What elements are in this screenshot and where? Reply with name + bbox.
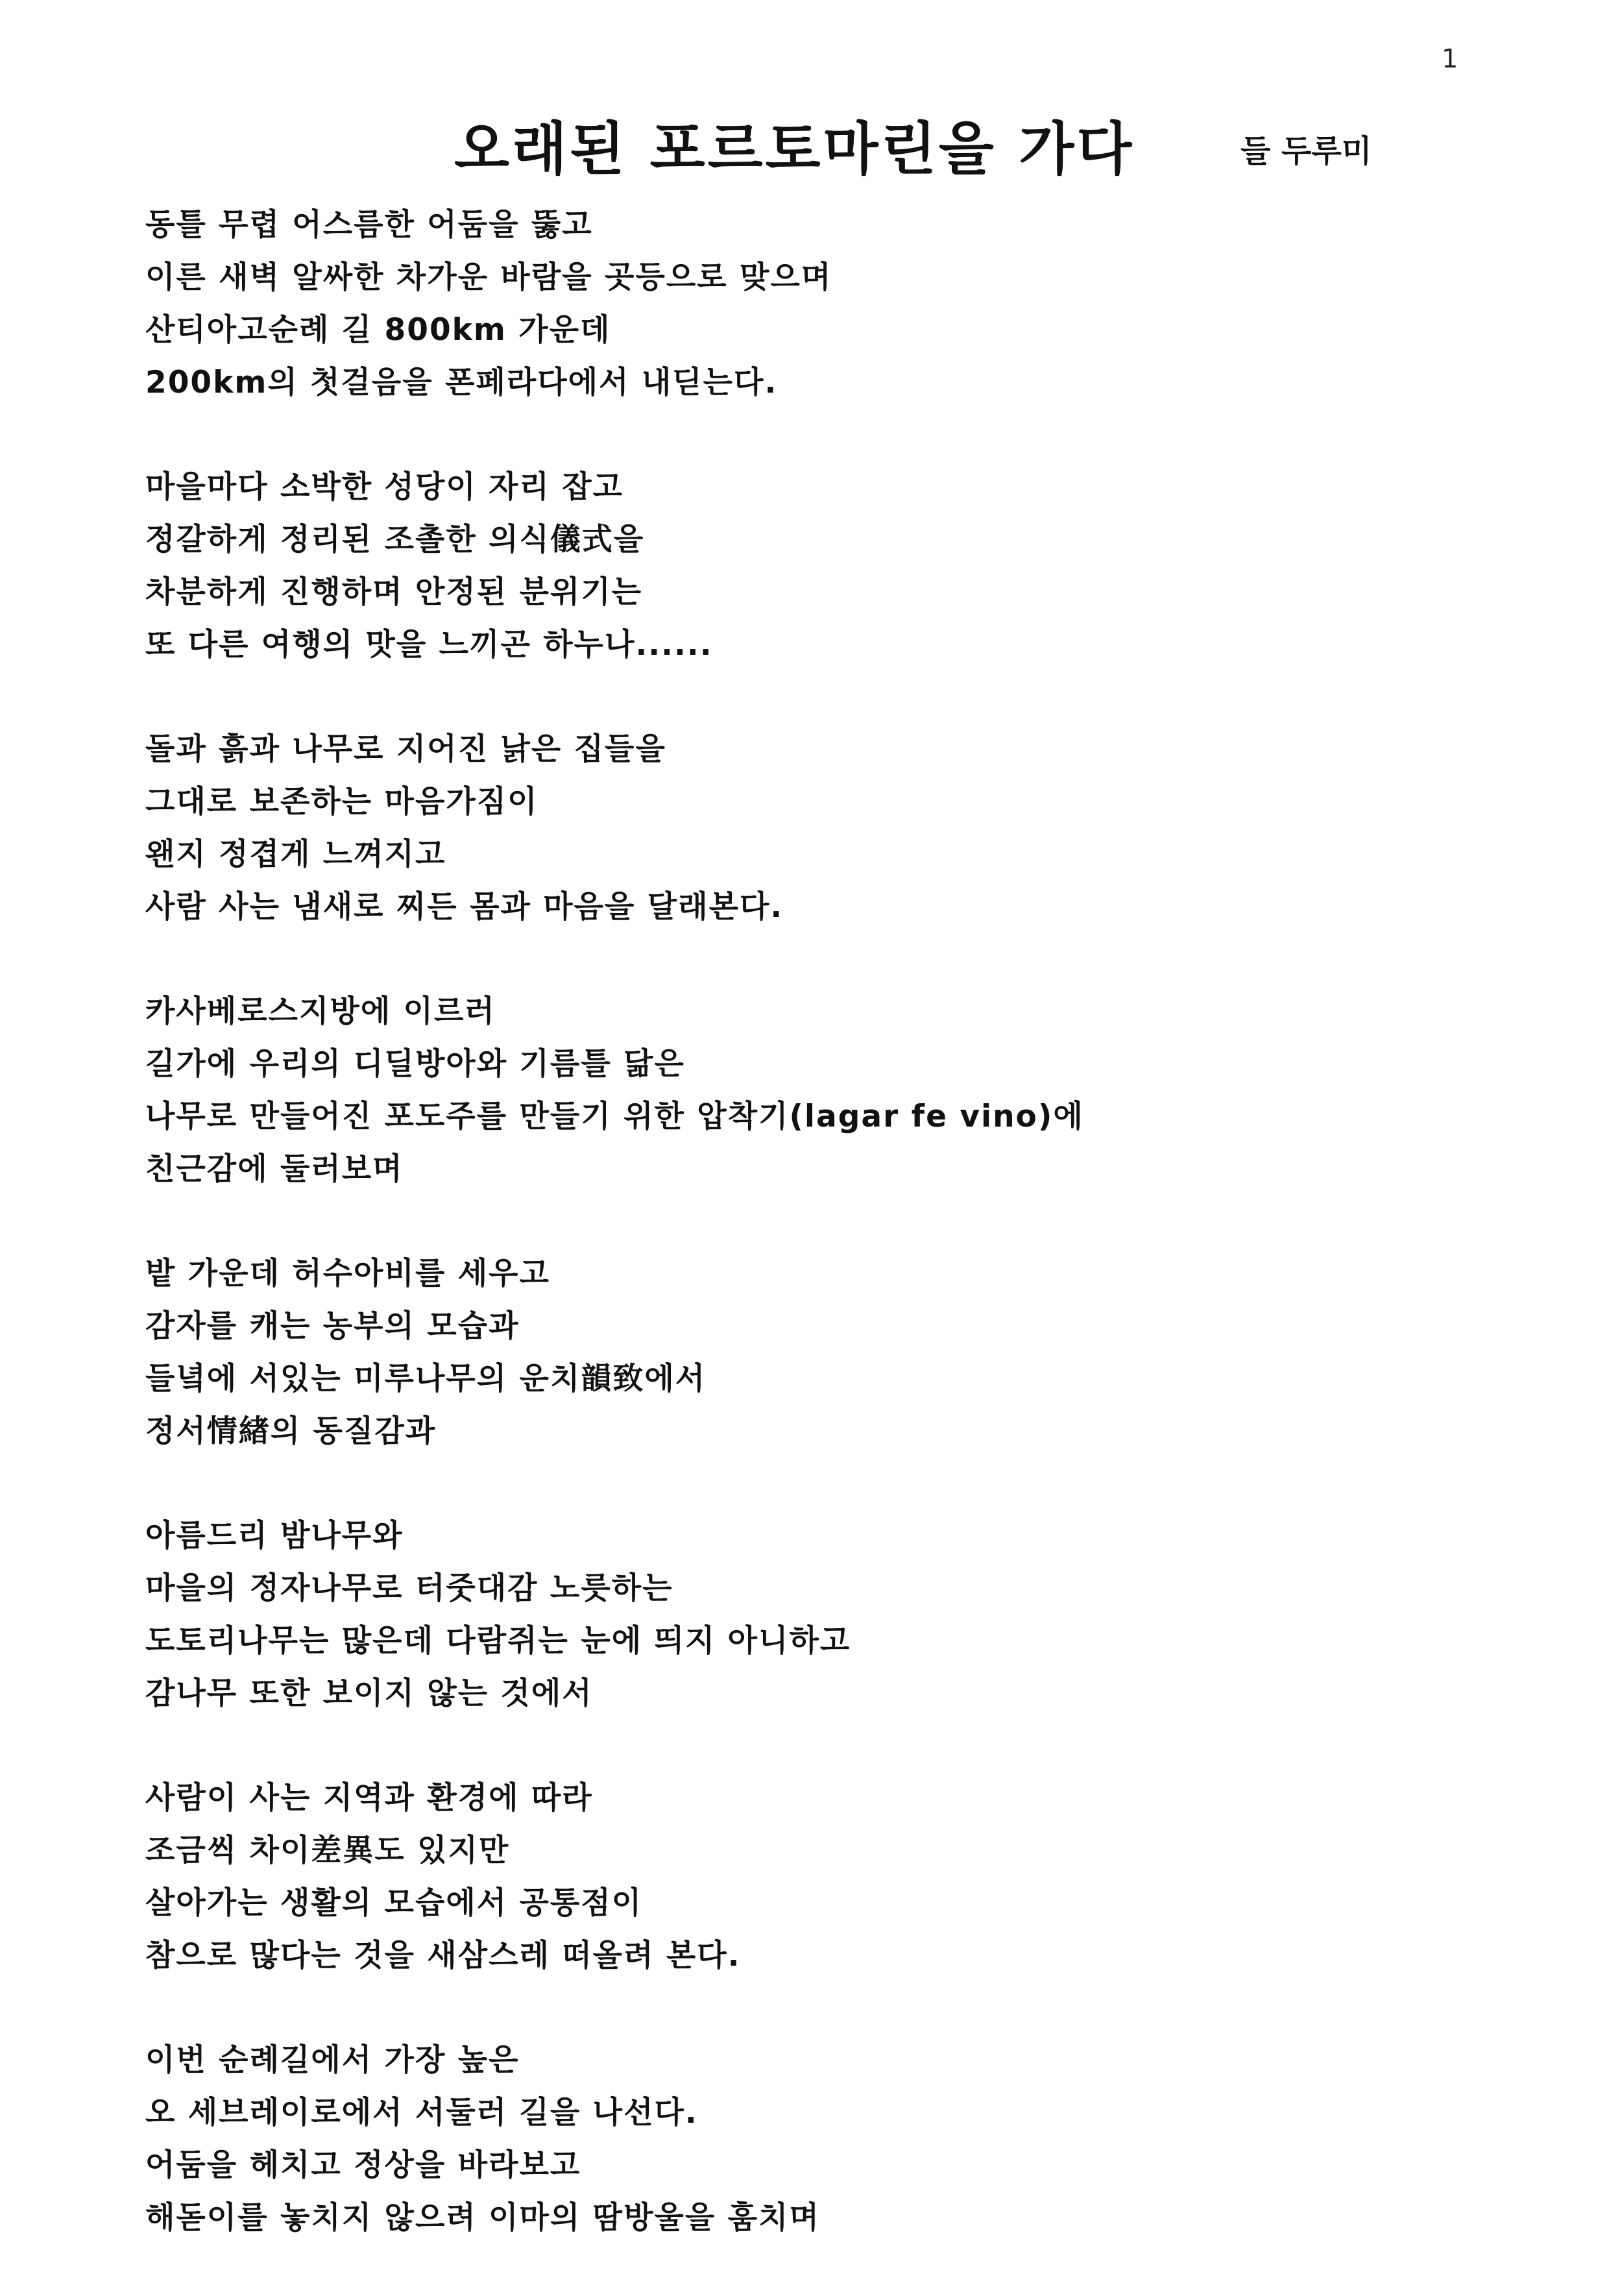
poem-line: 살아가는 생활의 모습에서 공통점이	[145, 1885, 643, 1921]
poem-line: 밭 가운데 허수아비를 세우고	[145, 1256, 550, 1291]
stanza	[145, 2034, 1508, 2244]
poem-line: 동틀 무렵 어스름한 어둠을 뚫고	[145, 207, 593, 243]
poem-title: 오래된 포르토마린을 가다	[454, 116, 1135, 182]
poem-line: 차분하게 진행하며 안정된 분위기는	[145, 574, 643, 610]
poem-line: 카사베로스지방에 이르러	[145, 994, 496, 1029]
poem-line: 이번 순례길에서 가장 높은	[145, 2042, 520, 2078]
stanza	[145, 461, 1508, 671]
poem-line: 또 다른 여행의 맛을 느끼곤 하누나......	[145, 627, 713, 663]
poem-line: 그대로 보존하는 마음가짐이	[145, 784, 538, 820]
poem-line: 참으로 많다는 것을 새삼스레 떠올려 본다.	[145, 1938, 741, 1973]
poem-line: 마을의 정자나무로 터줏대감 노릇하는	[145, 1570, 673, 1606]
poem-line: 사람이 사는 지역과 환경에 따라	[145, 1780, 593, 1816]
stanza	[145, 985, 1508, 1195]
stanza	[145, 1772, 1508, 1982]
stanza	[145, 199, 1508, 409]
poem-author: 들 두루미	[1240, 133, 1372, 169]
poem-line: 사람 사는 냄새로 찌든 몸과 마음을 달래본다.	[145, 889, 784, 925]
poem-line: 정서情緖의 동질감과	[145, 1413, 437, 1449]
poem-line: 도토리나무는 많은데 다람쥐는 눈에 띄지 아니하고	[145, 1623, 851, 1659]
poem-line: 나무로 만들어진 포도주를 만들기 위한 압착기(lagar fe vino)에	[145, 1099, 1084, 1134]
poem-line: 친근감에 둘러보며	[145, 1151, 404, 1187]
stanza	[145, 1247, 1508, 1458]
page-number: 1	[1442, 44, 1458, 74]
poem-body	[145, 199, 1508, 2296]
poem-line: 마을마다 소박한 성당이 자리 잡고	[145, 469, 624, 505]
poem-line: 감나무 또한 보이지 않는 것에서	[145, 1676, 593, 1711]
poem-line: 200km의 첫걸음을 폰페라다에서 내딛는다.	[145, 365, 778, 400]
poem-line: 들녘에 서있는 미루나무의 운치韻致에서	[145, 1361, 707, 1397]
poem-line: 해돋이를 놓치지 않으려 이마의 땀방울을 훔치며	[145, 2200, 820, 2236]
stanza	[145, 723, 1508, 933]
poem-line: 오 세브레이로에서 서둘러 길을 나선다.	[145, 2095, 698, 2131]
poem-line: 어둠을 헤치고 정상을 바라보고	[145, 2147, 581, 2183]
poem-line: 감자를 캐는 농부의 모습과	[145, 1308, 520, 1344]
poem-line: 왠지 정겹게 느껴지고	[145, 837, 446, 872]
poem-line: 길가에 우리의 디딜방아와 기름틀 닮은	[145, 1046, 685, 1082]
poem-line: 아름드리 밤나무와	[145, 1518, 404, 1554]
poem-line: 돌과 흙과 나무로 지어진 낡은 집들을	[145, 731, 666, 767]
stanza	[145, 1509, 1508, 1720]
poem-line: 산티아고순례 길 800km 가운데	[145, 312, 611, 348]
poem-line: 이른 새벽 알싸한 차가운 바람을 곳등으로 맞으며	[145, 260, 832, 295]
poem-line: 조금씩 차이差異도 있지만	[145, 1833, 510, 1868]
poem-line: 정갈하게 정리된 조촐한 의식儀式을	[145, 522, 645, 557]
